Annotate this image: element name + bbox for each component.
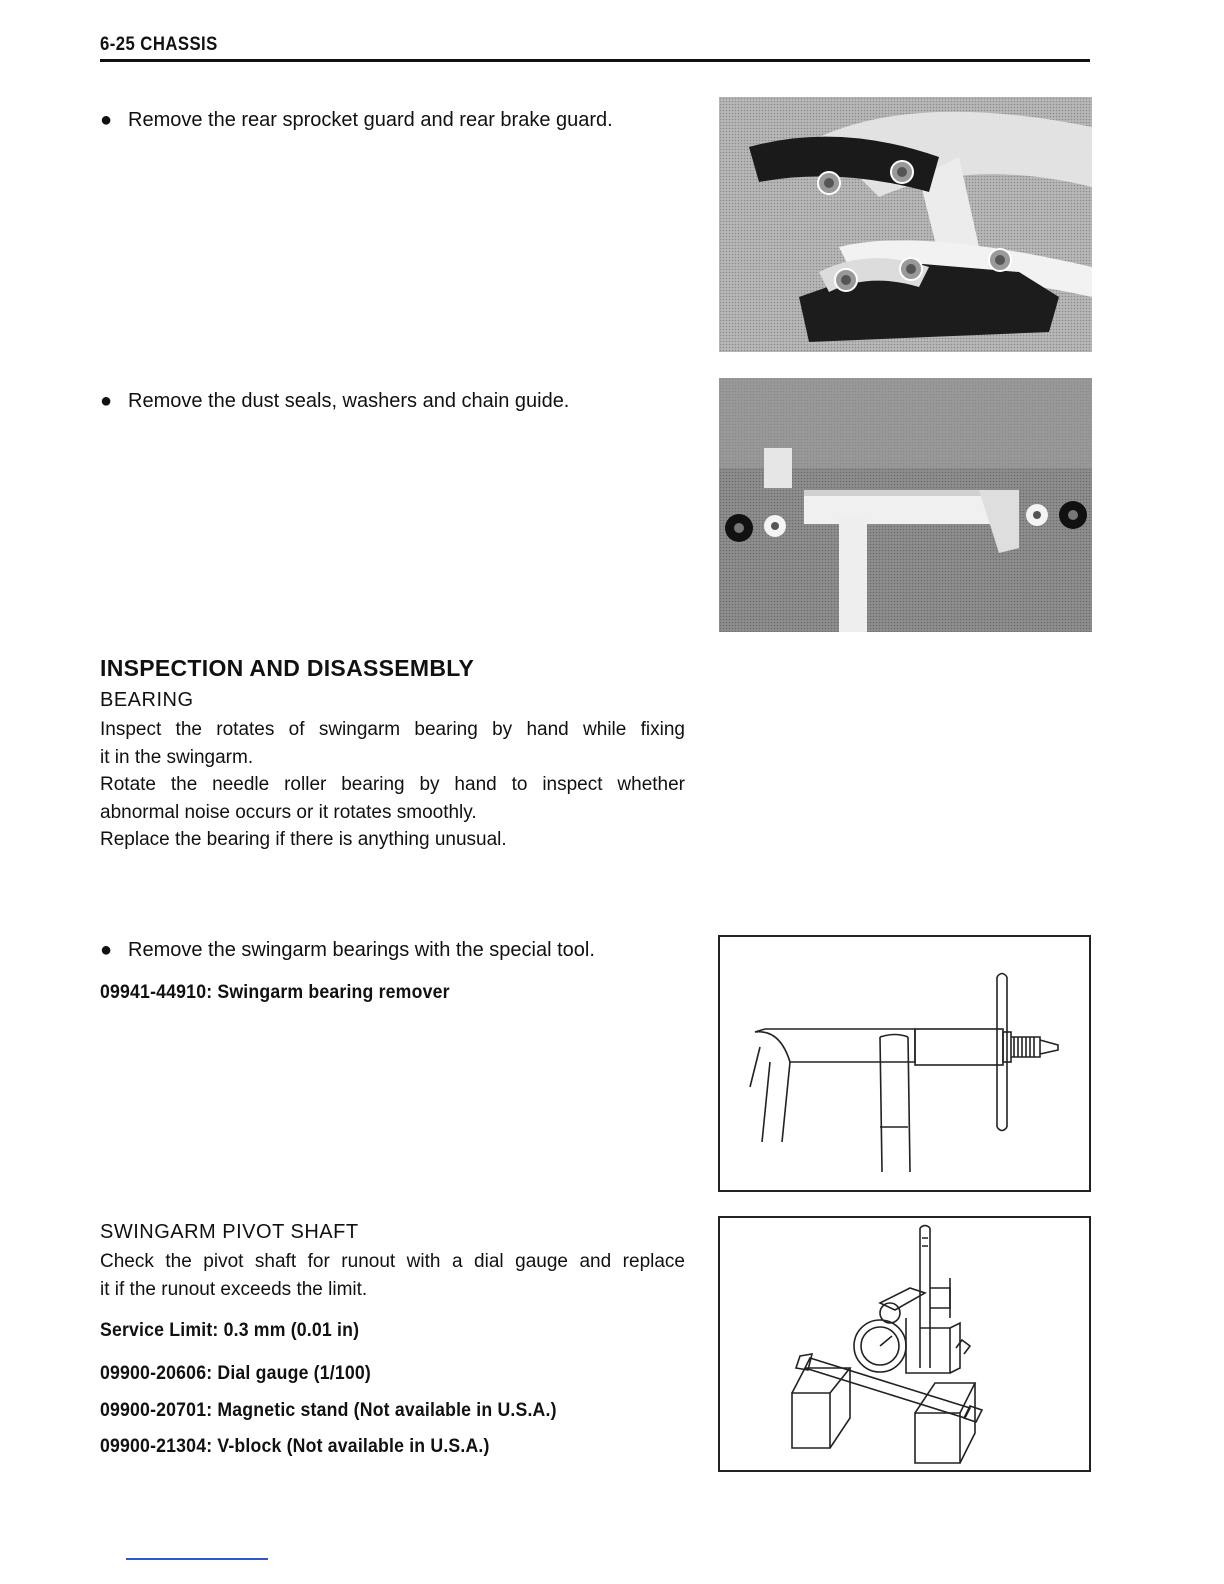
tool-v-block: 09900-21304: V-block (Not available in U.S.A.) [100,1436,490,1457]
step-remove-seals [100,387,690,415]
bearing-line: it in the swingarm. [100,746,254,768]
pivot-line: Check the pivot shaft for runout with a dial gauge and replace [100,1251,685,1272]
page-header: 6-25 CHASSIS [100,34,218,55]
bearing-line: Inspect the rotates of swingarm bearing by hand while fixing [100,719,685,740]
tool-magnetic-stand: 09900-20701: Magnetic stand (Not available in U.S.A.) [100,1400,557,1421]
figure-bearing-remover [718,935,1091,1192]
bearing-heading: BEARING [100,689,194,711]
step-text: Remove the rear sprocket guard and rear brake guard. [128,109,613,131]
section-title: INSPECTION AND DISASSEMBLY [100,655,475,681]
footer-rule [126,1558,268,1560]
step-remove-guards [100,106,690,134]
bullet-icon: ● [100,109,113,131]
bearing-line: Rotate the needle roller bearing by hand to inspect whether [100,774,685,795]
bearing-line: abnormal noise occurs or it rotates smoothly. [100,801,477,823]
step-text: Remove the swingarm bearings with the special tool. [128,939,595,961]
bullet-icon: ● [100,390,113,412]
header-rule [100,59,1090,62]
figure-dial-gauge [718,1216,1091,1472]
pivot-line: it if the runout exceeds the limit. [100,1278,368,1300]
bearing-paragraph [100,716,685,854]
tool-dial-gauge: 09900-20606: Dial gauge (1/100) [100,1363,371,1384]
pivot-paragraph [100,1248,685,1303]
photo-dust-seals [719,378,1092,632]
step-text: Remove the dust seals, washers and chain guide. [128,390,570,412]
bearing-line: Replace the bearing if there is anything unusual. [100,829,507,850]
step-remove-bearings [100,936,700,964]
bullet-icon: ● [100,939,113,961]
service-limit: Service Limit: 0.3 mm (0.01 in) [100,1320,360,1341]
pivot-heading: SWINGARM PIVOT SHAFT [100,1221,359,1243]
photo-sprocket-guard [719,97,1092,352]
special-tool-bearing-remover: 09941-44910: Swingarm bearing remover [100,982,450,1003]
